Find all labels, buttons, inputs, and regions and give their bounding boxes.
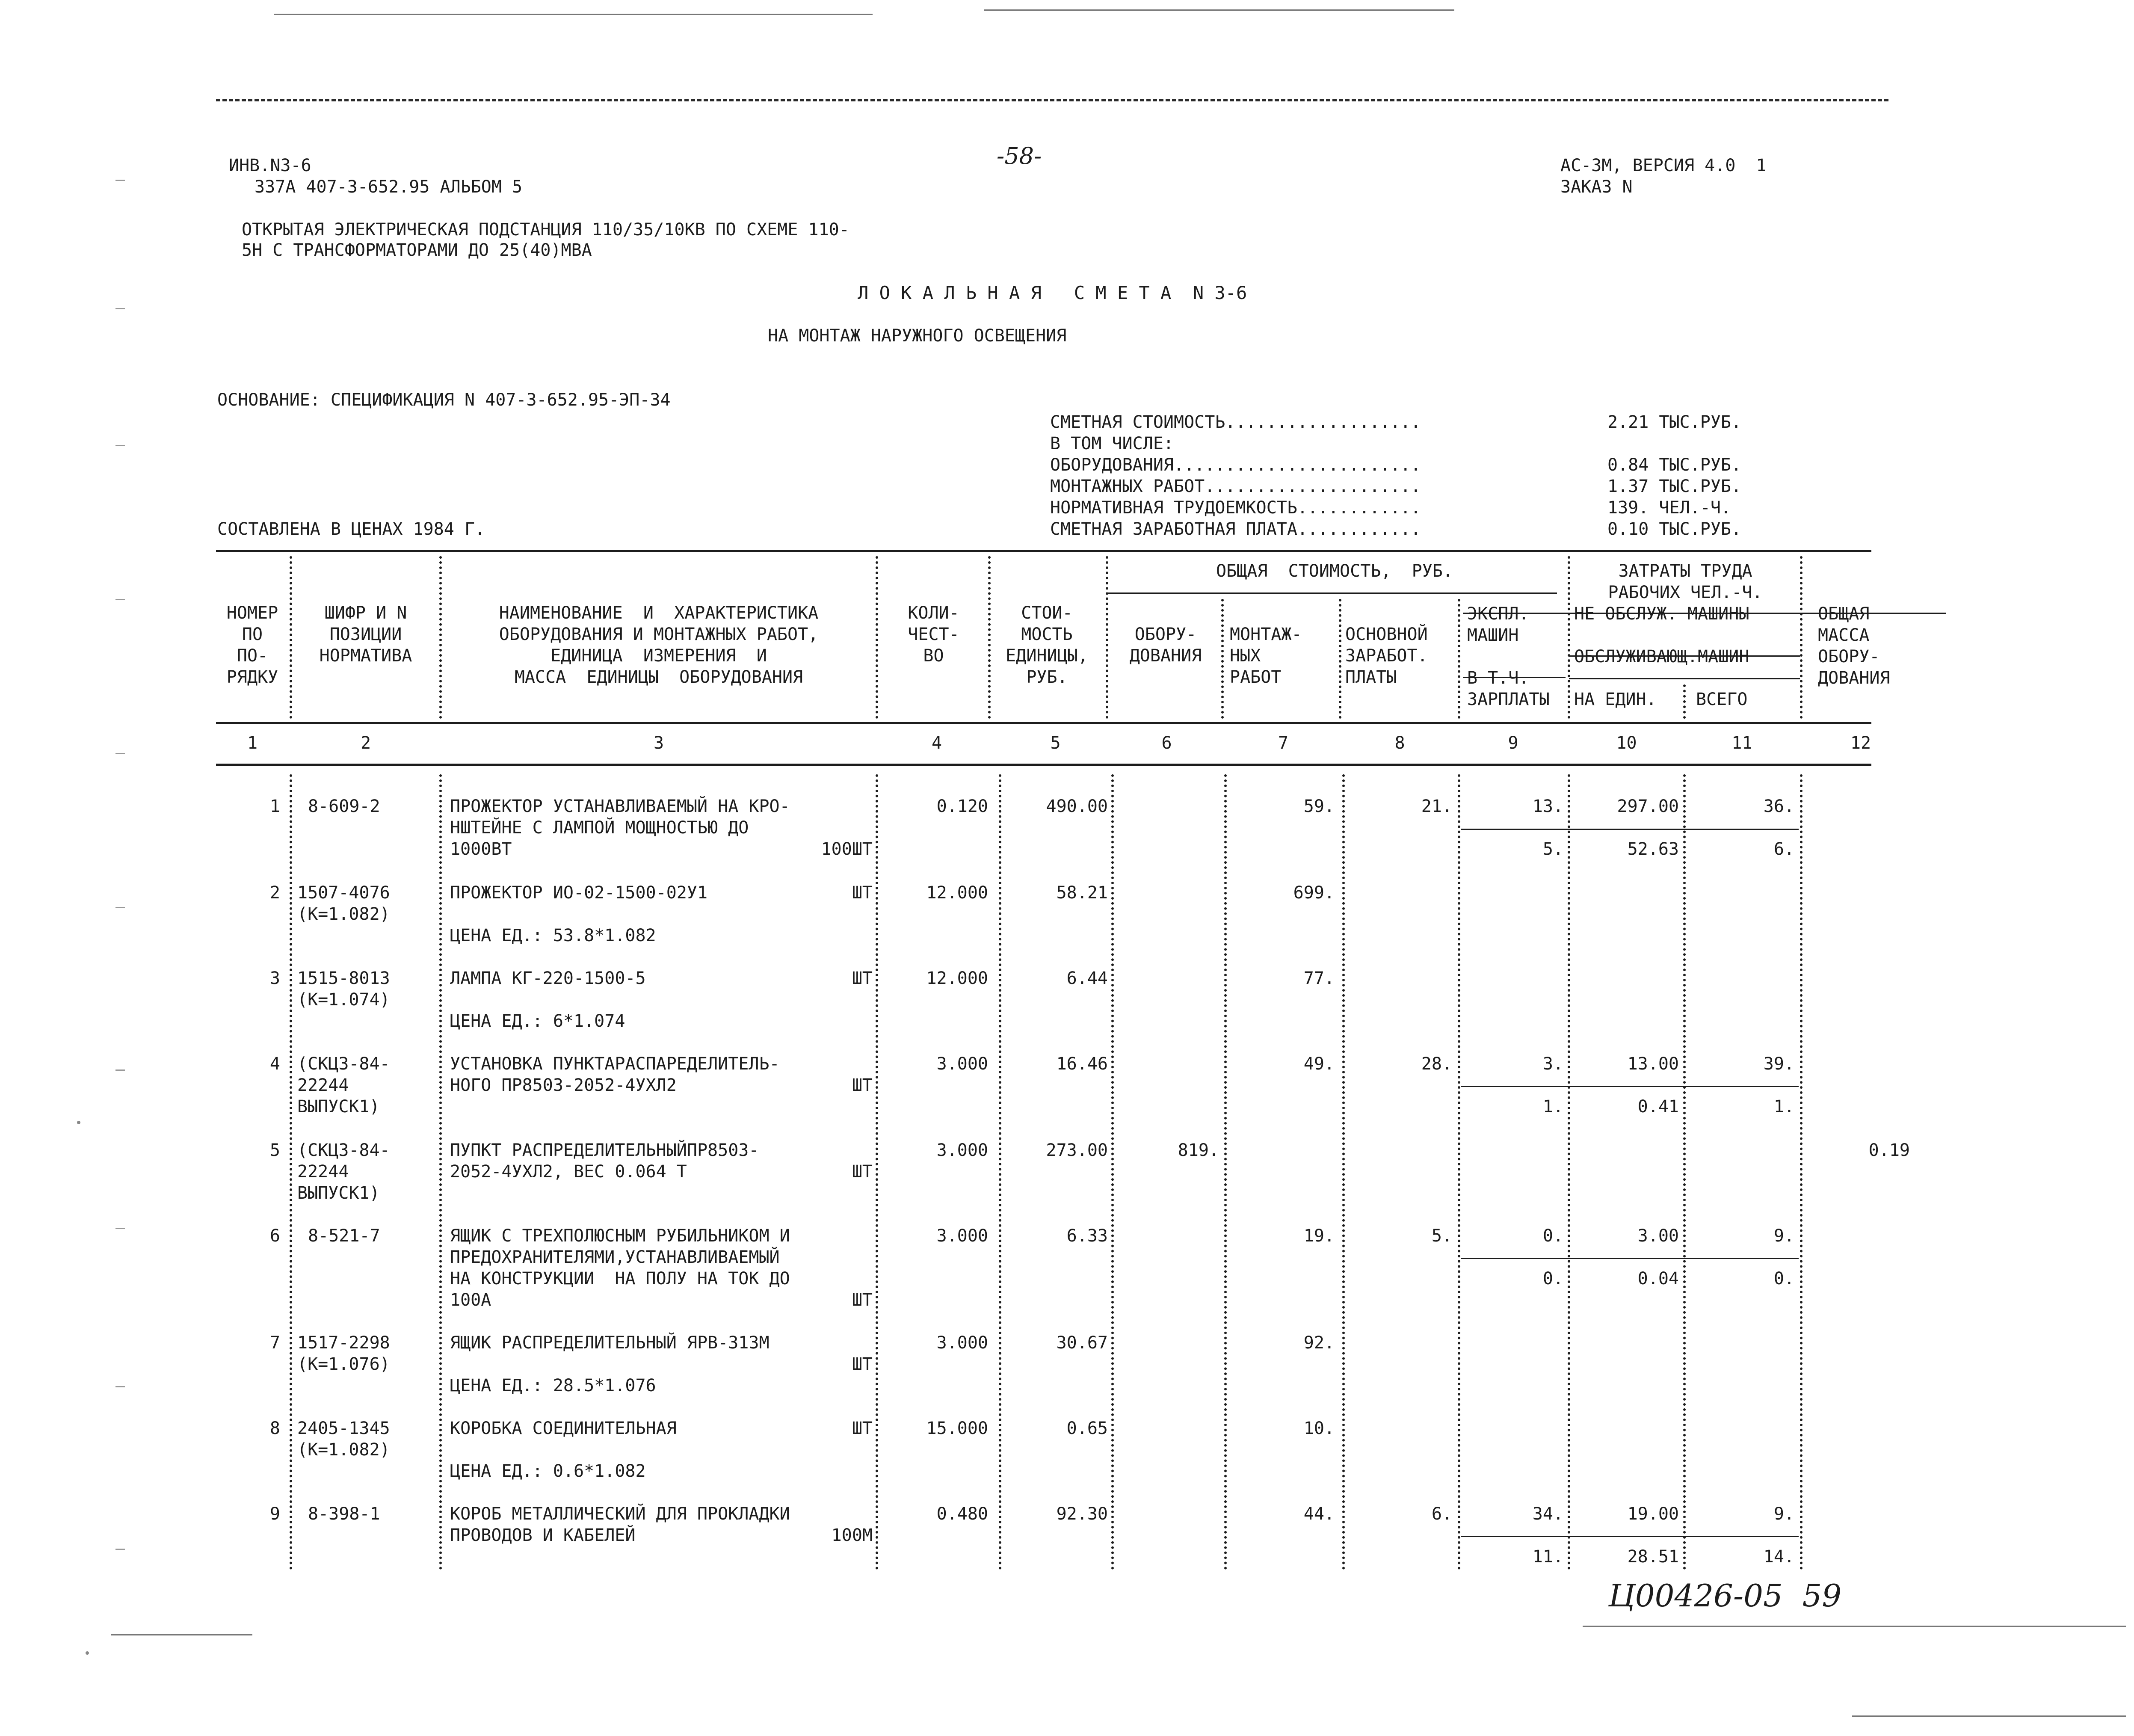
row-split-rule	[1461, 1086, 1799, 1087]
row-machines: 3.	[1542, 1054, 1563, 1074]
col-header-montage: МОНТАЖ- НЫХ РАБОТ	[1230, 625, 1302, 687]
row-montage: 59.	[1303, 797, 1335, 816]
col-sep	[1800, 556, 1803, 719]
margin-mark	[115, 907, 125, 908]
row-code: (СКЦЗ-84-	[297, 1054, 390, 1074]
row-number: 9	[269, 1504, 280, 1524]
row-wage: 28.	[1421, 1054, 1452, 1074]
margin-mark	[115, 308, 125, 309]
col-sep	[290, 556, 292, 719]
col-sep	[1342, 774, 1345, 1570]
object-title-line1: ОТКРЫТАЯ ЭЛЕКТРИЧЕСКАЯ ПОДСТАНЦИЯ 110/35/10КВ ПО СХЕМЕ 110-	[242, 220, 849, 240]
col-number: 12	[1850, 733, 1871, 753]
row-number: 7	[269, 1333, 280, 1353]
col-sep	[1458, 599, 1460, 719]
row-machines: 13.	[1532, 797, 1563, 816]
summary-value: 2.21 ТЫС.РУБ.	[1607, 412, 1742, 432]
row-price: 273.00	[1046, 1141, 1108, 1160]
col-sep	[1683, 684, 1686, 719]
row-split-rule	[1461, 1536, 1799, 1537]
row-price: 0.65	[1066, 1419, 1108, 1438]
numbers-bottom-rule	[216, 764, 1871, 766]
col-number: 8	[1394, 733, 1405, 753]
row-number: 3	[269, 969, 280, 988]
row-price: 30.67	[1056, 1333, 1108, 1353]
row-machines-wage: 0.	[1542, 1269, 1563, 1289]
col-header-total: ВСЕГО	[1696, 690, 1748, 709]
col-number: 7	[1278, 733, 1289, 753]
row-unit: ШТ	[852, 1162, 873, 1182]
handwritten-archive-number: Ц00426-05 59	[1608, 1578, 1842, 1614]
row-code: ВЫПУСК1)	[297, 1183, 380, 1203]
summary-value: 139. ЧЕЛ.-Ч.	[1607, 498, 1731, 518]
scan-mark-top-right	[984, 9, 1454, 11]
row-wage: 21.	[1421, 797, 1452, 816]
row-name: УСТАНОВКА ПУНКТАРАСПАРЕДЕЛИТЕЛЬ-	[450, 1054, 780, 1074]
col-header-mass: ОБЩАЯ МАССА ОБОРУ- ДОВАНИЯ	[1818, 604, 1890, 688]
row-qty: 0.480	[936, 1504, 988, 1524]
scan-mark-bottom-right	[1583, 1626, 2126, 1627]
summary-label: ОБОРУДОВАНИЯ........................	[1050, 455, 1421, 475]
row-qty: 0.120	[936, 797, 988, 816]
row-name: КОРОБКА СОЕДИНИТЕЛЬНАЯ	[450, 1419, 677, 1438]
document-subtitle: НА МОНТАЖ НАРУЖНОГО ОСВЕЩЕНИЯ	[768, 326, 1067, 346]
col-sep	[1683, 774, 1686, 1570]
col-number: 3	[653, 733, 664, 753]
col-sep	[439, 774, 442, 1570]
row-split-rule	[1461, 1258, 1799, 1259]
col-header-unit-price: СТОИ- МОСТЬ ЕДИНИЦЫ, РУБ.	[1006, 603, 1088, 687]
row-mass: 0.19	[1868, 1141, 1910, 1160]
margin-mark	[115, 1228, 125, 1229]
row-qty: 3.000	[936, 1054, 988, 1074]
row-unit: ШТ	[852, 1354, 873, 1374]
row-price: 16.46	[1056, 1054, 1108, 1074]
row-code: 1515-8013	[297, 969, 390, 988]
inventory-number: ИНВ.N3-6	[229, 156, 311, 175]
col-header-total-cost: ОБЩАЯ СТОИМОСТЬ, РУБ.	[1216, 561, 1453, 581]
scan-mark-bottom-corner	[1852, 1715, 2126, 1717]
row-labor-per-unit: 297.00	[1617, 797, 1679, 816]
row-equipment: 819.	[1178, 1141, 1219, 1160]
row-number: 8	[269, 1419, 280, 1438]
row-code: 1507-4076	[297, 883, 390, 903]
row-number: 2	[269, 883, 280, 903]
summary-value: 1.37 ТЫС.РУБ.	[1607, 477, 1742, 496]
row-qty: 15.000	[926, 1419, 988, 1438]
row-name: НШТЕЙНЕ С ЛАМПОЙ МОЩНОСТЬЮ ДО	[450, 818, 749, 838]
row-name: ПУПКТ РАСПРЕДЕЛИТЕЛЬНЫЙПР8503-	[450, 1141, 759, 1160]
group-rule-total	[1108, 592, 1557, 594]
row-unit: 100М	[831, 1526, 873, 1545]
basis-line: ОСНОВАНИЕ: СПЕЦИФИКАЦИЯ N 407-3-652.95-ЭП-34	[217, 390, 671, 410]
rule-labor-low	[1569, 678, 1800, 679]
col-number: 1	[247, 733, 258, 753]
margin-mark	[115, 1386, 125, 1387]
row-name: ЛАМПА КГ-220-1500-5	[450, 969, 646, 988]
summary-value: 0.84 ТЫС.РУБ.	[1607, 455, 1742, 475]
col-sep	[1111, 774, 1114, 1570]
row-machines: 34.	[1532, 1504, 1563, 1524]
margin-mark	[115, 1069, 125, 1071]
col-sep	[1339, 599, 1341, 719]
row-labor-total: 39.	[1763, 1054, 1794, 1074]
margin-mark	[115, 445, 125, 446]
row-unit: ШТ	[852, 1075, 873, 1095]
scan-speck	[86, 1651, 89, 1655]
col-number: 2	[360, 733, 371, 753]
row-qty: 3.000	[936, 1226, 988, 1246]
row-code: 8-398-1	[308, 1504, 380, 1524]
row-labor-total: 36.	[1763, 797, 1794, 816]
row-name: ЯЩИК РАСПРЕДЕЛИТЕЛЬНЫЙ ЯРВ-313М	[450, 1333, 770, 1353]
col-sep	[1568, 774, 1570, 1570]
scan-mark-top	[274, 14, 873, 15]
row-qty: 3.000	[936, 1141, 988, 1160]
row-price: 6.33	[1066, 1226, 1108, 1246]
document-title: Л О К А Л Ь Н А Я С М Е Т А N 3-6	[858, 282, 1247, 303]
col-header-wage: ОСНОВНОЙ ЗАРАБОТ. ПЛАТЫ	[1345, 625, 1428, 687]
row-name: ПРЕДОХРАНИТЕЛЯМИ,УСТАНАВЛИВАЕМЫЙ	[450, 1247, 780, 1267]
row-name: 100А	[450, 1290, 491, 1310]
row-qty: 12.000	[926, 883, 988, 903]
row-price-note: ЦЕНА ЕД.: 28.5*1.076	[450, 1376, 656, 1395]
row-montage: 77.	[1303, 969, 1335, 988]
program-version: АС-3М, ВЕРСИЯ 4.0 1	[1560, 156, 1767, 175]
margin-mark	[115, 1549, 125, 1550]
row-machines: 0.	[1542, 1226, 1563, 1246]
row-name: ПРОЖЕКТОР УСТАНАВЛИВАЕМЫЙ НА КРО-	[450, 797, 790, 816]
row-name: 2052-4УХЛ2, ВЕС 0.064 Т	[450, 1162, 687, 1182]
col-header-labor-machines: ОБСЛУЖИВАЮЩ.МАШИН	[1574, 647, 1749, 667]
col-header-code: ШИФР И N ПОЗИЦИИ НОРМАТИВА	[319, 603, 412, 666]
row-montage: 10.	[1303, 1419, 1335, 1438]
col-number: 4	[931, 733, 942, 753]
object-title-line2: 5Н С ТРАНСФОРМАТОРАМИ ДО 25(40)МВА	[242, 240, 592, 260]
col-sep	[290, 774, 292, 1570]
row-number: 1	[269, 797, 280, 816]
row-labor-per-unit: 13.00	[1627, 1054, 1679, 1074]
col-header-machines-wage: В Т.Ч. ЗАРПЛАТЫ	[1467, 668, 1550, 709]
margin-mark	[115, 180, 125, 181]
row-code: (СКЦЗ-84-	[297, 1141, 390, 1160]
row-qty: 12.000	[926, 969, 988, 988]
row-code: (К=1.074)	[297, 990, 390, 1010]
row-labor-total-2: 14.	[1763, 1547, 1794, 1567]
col-sep	[1221, 599, 1224, 719]
col-sep	[876, 556, 878, 719]
scan-mark-bottom-left	[111, 1634, 252, 1635]
row-labor-per-unit-2: 0.41	[1637, 1097, 1679, 1117]
row-price: 6.44	[1066, 969, 1108, 988]
row-split-rule	[1461, 829, 1799, 830]
col-number: 11	[1731, 733, 1752, 753]
summary-label: НОРМАТИВНАЯ ТРУДОЕМКОСТЬ............	[1050, 498, 1421, 518]
row-number: 5	[269, 1141, 280, 1160]
scan-speck	[77, 1121, 80, 1124]
row-price: 490.00	[1046, 797, 1108, 816]
row-qty: 3.000	[936, 1333, 988, 1353]
row-labor-total: 9.	[1773, 1226, 1794, 1246]
album-reference: 337А 407-3-652.95 АЛЬБОМ 5	[255, 177, 523, 197]
col-header-equipment: ОБОРУ- ДОВАНИЯ	[1129, 625, 1202, 666]
row-number: 4	[269, 1054, 280, 1074]
row-wage: 5.	[1431, 1226, 1452, 1246]
row-code: 22244	[297, 1075, 349, 1095]
row-name: 1000ВТ	[450, 839, 512, 859]
col-sep	[1224, 774, 1227, 1570]
col-header-machines: ЭКСПЛ. МАШИН	[1467, 604, 1529, 645]
summary-value: 0.10 ТЫС.РУБ.	[1607, 519, 1742, 539]
row-code: 8-609-2	[308, 797, 380, 816]
row-name: ПРОВОДОВ И КАБЕЛЕЙ	[450, 1526, 636, 1545]
row-number: 6	[269, 1226, 280, 1246]
row-montage: 49.	[1303, 1054, 1335, 1074]
row-code: ВЫПУСК1)	[297, 1097, 380, 1117]
row-code: 8-521-7	[308, 1226, 380, 1246]
row-labor-total-2: 0.	[1773, 1269, 1794, 1289]
row-name: ЯЩИК С ТРЕХПОЛЮСНЫМ РУБИЛЬНИКОМ И	[450, 1226, 790, 1246]
row-code: (К=1.082)	[297, 904, 390, 924]
col-sep	[439, 556, 442, 719]
row-price-note: ЦЕНА ЕД.: 6*1.074	[450, 1011, 625, 1031]
margin-mark	[115, 599, 125, 600]
row-montage: 44.	[1303, 1504, 1335, 1524]
col-header-labor-not-machines: НЕ ОБСЛУЖ. МАШИНЫ	[1574, 604, 1749, 624]
row-labor-per-unit: 3.00	[1637, 1226, 1679, 1246]
row-wage: 6.	[1431, 1504, 1452, 1524]
row-unit: 100ШТ	[821, 839, 873, 859]
table-top-rule	[216, 550, 1871, 552]
row-code: 22244	[297, 1162, 349, 1182]
row-price: 58.21	[1056, 883, 1108, 903]
row-machines-wage: 1.	[1542, 1097, 1563, 1117]
col-number: 6	[1161, 733, 1172, 753]
row-labor-per-unit-2: 0.04	[1637, 1269, 1679, 1289]
row-unit: ШТ	[852, 1290, 873, 1310]
row-labor-per-unit: 19.00	[1627, 1504, 1679, 1524]
row-unit: ШТ	[852, 1419, 873, 1438]
col-sep	[876, 774, 878, 1570]
dashed-separator	[216, 99, 1888, 101]
col-sep	[1800, 774, 1803, 1570]
col-sep	[1568, 556, 1570, 719]
summary-label: МОНТАЖНЫХ РАБОТ.....................	[1050, 477, 1421, 496]
row-montage: 92.	[1303, 1333, 1335, 1353]
order-number: ЗАКАЗ N	[1560, 177, 1633, 197]
row-montage: 19.	[1303, 1226, 1335, 1246]
row-code: (К=1.076)	[297, 1354, 390, 1374]
col-header-per-unit: НА ЕДИН.	[1574, 690, 1657, 709]
header-bottom-rule	[216, 722, 1871, 724]
col-header-qty: КОЛИ- ЧЕСТ- ВО	[908, 603, 959, 666]
row-labor-total-2: 1.	[1773, 1097, 1794, 1117]
col-sep	[1458, 774, 1460, 1570]
row-price: 92.30	[1056, 1504, 1108, 1524]
col-number: 5	[1050, 733, 1061, 753]
col-number: 10	[1616, 733, 1637, 753]
margin-mark	[115, 753, 125, 754]
row-name: НА КОНСТРУКЦИИ НА ПОЛУ НА ТОК ДО	[450, 1269, 790, 1289]
col-sep	[1106, 556, 1108, 719]
row-code: (К=1.082)	[297, 1440, 390, 1460]
summary-label: В ТОМ ЧИСЛЕ:	[1050, 434, 1174, 453]
col-header-name: НАИМЕНОВАНИЕ И ХАРАКТЕРИСТИКА ОБОРУДОВАНИЯ И МОНТАЖНЫХ РАБОТ, ЕДИНИЦА ИЗМЕРЕНИЯ И МАССА ЕДИНИЦЫ ОБОРУДОВАНИЯ	[499, 603, 819, 687]
row-code: 1517-2298	[297, 1333, 390, 1353]
row-name: ПРОЖЕКТОР ИО-02-1500-02У1	[450, 883, 708, 903]
col-header-labor: ЗАТРАТЫ ТРУДА РАБОЧИХ ЧЕЛ.-Ч.	[1608, 561, 1763, 602]
row-price-note: ЦЕНА ЕД.: 0.6*1.082	[450, 1461, 646, 1481]
row-price-note: ЦЕНА ЕД.: 53.8*1.082	[450, 926, 656, 945]
page-number: -58-	[997, 142, 1042, 169]
row-montage: 699.	[1293, 883, 1335, 903]
row-machines-wage: 5.	[1542, 839, 1563, 859]
summary-label: СМЕТНАЯ СТОИМОСТЬ...................	[1050, 412, 1421, 432]
row-code: 2405-1345	[297, 1419, 390, 1438]
row-labor-per-unit-2: 52.63	[1627, 839, 1679, 859]
row-unit: ШТ	[852, 883, 873, 903]
col-header-number: НОМЕР ПО ПО- РЯДКУ	[226, 603, 278, 687]
col-number: 9	[1508, 733, 1518, 753]
row-name: НОГО ПР8503-2052-4УХЛ2	[450, 1075, 677, 1095]
row-labor-total: 9.	[1773, 1504, 1794, 1524]
row-machines-wage: 11.	[1532, 1547, 1563, 1567]
row-name: КОРОБ МЕТАЛЛИЧЕСКИЙ ДЛЯ ПРОКЛАДКИ	[450, 1504, 790, 1524]
prices-year: СОСТАВЛЕНА В ЦЕНАХ 1984 Г.	[217, 519, 485, 539]
summary-label: СМЕТНАЯ ЗАРАБОТНАЯ ПЛАТА............	[1050, 519, 1421, 539]
row-unit: ШТ	[852, 969, 873, 988]
row-labor-total-2: 6.	[1773, 839, 1794, 859]
row-labor-per-unit-2: 28.51	[1627, 1547, 1679, 1567]
